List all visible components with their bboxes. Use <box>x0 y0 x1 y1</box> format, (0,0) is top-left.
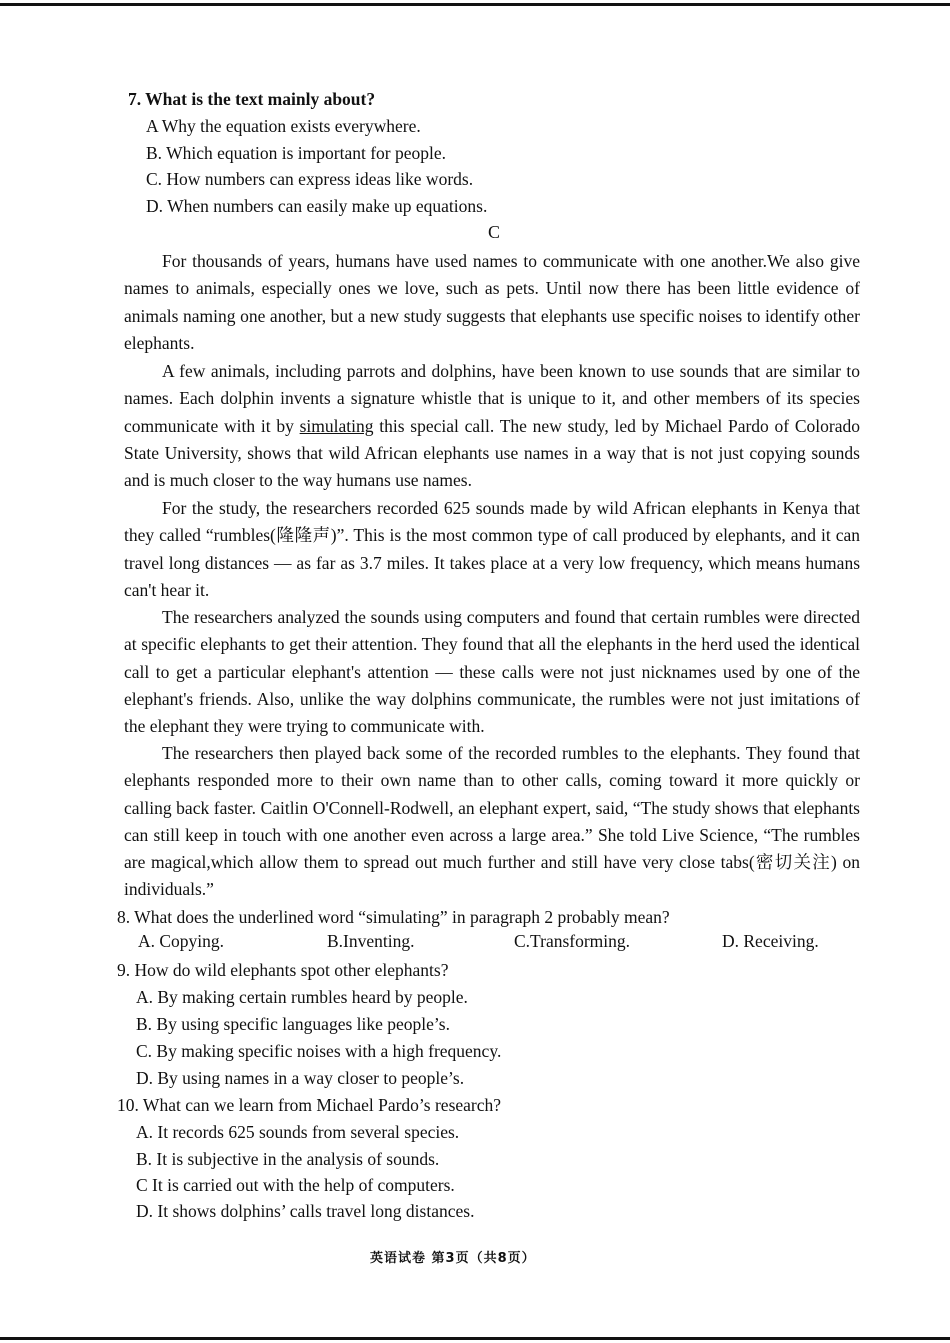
q7-option-d: D. When numbers can easily make up equations. <box>146 196 488 216</box>
paragraph-2-text-after: this special call. The new study, led by Michael Pardo of Colorado State University, shows that wild African elephants use names in a way that is not just copying sounds and is much closer to the way humans use names. <box>124 415 861 491</box>
q8-option-a: A. Copying. <box>138 931 225 951</box>
q9-stem: 9. How do wild elephants spot other elephants? <box>117 960 449 980</box>
q7-stem: 7. What is the text mainly about? <box>128 89 376 109</box>
top-border-rule <box>0 3 950 6</box>
passage-paragraph-4: The researchers analyzed the sounds using computers and found that certain rumbles were directed at specific elephants to get their attention. They found that all the elephants in the herd used the identical call to get a particular elephant's attention — these calls were not just nicknames used by one of the elephant's friends. Also, unlike the way dolphins communicate, the rumbles were not just imitations of the elephant they were trying to communicate with. <box>124 607 860 737</box>
q8-option-c: C.Transforming. <box>514 931 631 951</box>
bottom-border-rule <box>0 1337 950 1340</box>
passage-paragraph-2 <box>124 358 860 494</box>
q10-option-a: A. It records 625 sounds from several species. <box>136 1122 460 1142</box>
q9-option-d: D. By using names in a way closer to people’s. <box>136 1068 465 1088</box>
q9-option-a: A. By making certain rumbles heard by people. <box>136 987 468 1007</box>
q10-stem: 10. What can we learn from Michael Pardo’s research? <box>117 1095 502 1115</box>
q10-option-d: D. It shows dolphins’ calls travel long distances. <box>136 1201 475 1221</box>
q8-options-row <box>138 931 838 955</box>
q10-option-c: C It is carried out with the help of computers. <box>136 1175 455 1195</box>
q7-option-c: C. How numbers can express ideas like words. <box>146 169 474 189</box>
q7-option-b: B. Which equation is important for people. <box>146 143 447 163</box>
passage-paragraph-3: For the study, the researchers recorded 625 sounds made by wild African elephants in Kenya that they called “rumbles(隆隆声)”. This is the most common type of call produced by elephants, and it can travel long distances — as far as 3.7 miles. It takes place at a very low frequency, which means humans can't hear it. <box>124 498 860 600</box>
q9-option-c: C. By making specific noises with a high frequency. <box>136 1041 502 1061</box>
q8-option-b: B.Inventing. <box>327 931 415 951</box>
q8-option-d: D. Receiving. <box>722 931 819 951</box>
section-letter: C <box>488 222 501 242</box>
paragraph-2-text-before: A few animals, including parrots and dolphins, have been known to use sounds that are similar to names. Each dolphin invents a signature whistle that is unique to it, and other members of its species communicate with it by <box>124 361 860 436</box>
q9-option-b: B. By using specific languages like people’s. <box>136 1014 450 1034</box>
underlined-word-simulating: simulating <box>299 415 374 436</box>
passage-paragraph-5: The researchers then played back some of the recorded rumbles to the elephants. They found that elephants responded more to their own name than to other calls, coming toward it more quickly or calling back faster. Caitlin O'Connell-Rodwell, an elephant expert, said, “The study shows that elephants can still keep in touch with one another even across a large area.” She told Live Science, “The rumbles are magical,which allow them to spread out much further and still have very close tabs(密切关注) on individuals.” <box>124 743 860 900</box>
q8-stem: 8. What does the underlined word “simulating” in paragraph 2 probably mean? <box>117 907 670 927</box>
page-footer: 英语试卷 第3页（共8页） <box>370 1251 536 1266</box>
q10-option-b: B. It is subjective in the analysis of sounds. <box>136 1149 440 1169</box>
q7-option-a: A Why the equation exists everywhere. <box>146 116 421 136</box>
passage-paragraph-1: For thousands of years, humans have used names to communicate with one another.We also give names to animals, especially ones we love, such as pets. Until now there has been little evidence of animals naming one another, but a new study suggests that elephants use specific noises to identify other elephants. <box>124 251 860 353</box>
